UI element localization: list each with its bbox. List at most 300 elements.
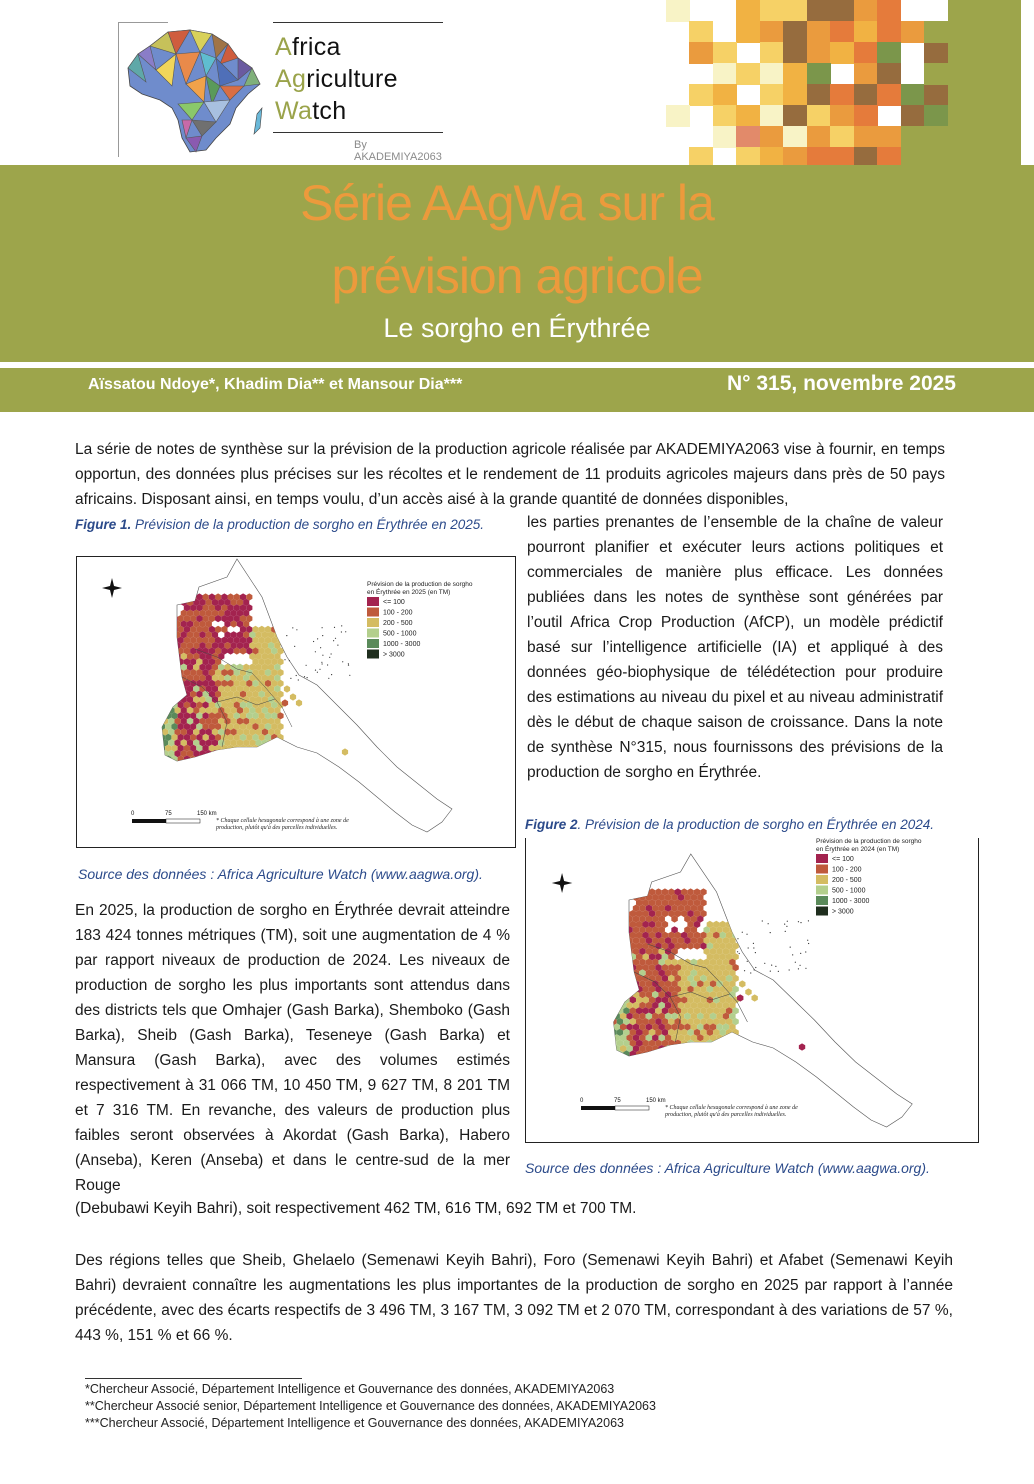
- mosaic-tile: [854, 0, 878, 22]
- island-dot: [789, 969, 790, 970]
- island-dot: [322, 627, 323, 628]
- production-hex-cell: [623, 910, 629, 917]
- figure2-source: Source des données : Africa Agriculture Watch (www.aagwa.org).: [525, 1160, 930, 1176]
- island-dot: [799, 965, 800, 966]
- island-dot: [337, 645, 338, 646]
- mosaic-tile: [995, 42, 1021, 64]
- production-hex-cell: [218, 750, 224, 757]
- mosaic-tile: [760, 63, 784, 85]
- scale-label: 0: [131, 811, 135, 817]
- island-dot: [286, 635, 287, 636]
- island-dot: [320, 647, 321, 648]
- mosaic-tile: [971, 63, 997, 85]
- island-dot: [296, 629, 297, 630]
- island-dot: [322, 635, 323, 636]
- production-hex-cell: [162, 696, 168, 703]
- island-dot: [754, 969, 755, 970]
- production-hex-cell: [171, 669, 177, 676]
- production-hex-cell: [623, 975, 629, 982]
- scale-label: 75: [165, 811, 172, 817]
- scale-label: 150 km: [197, 811, 217, 817]
- legend-label: 1000 - 3000: [832, 898, 870, 905]
- series-title-line1: Série AAgWa sur la: [300, 175, 714, 231]
- mosaic-tile: [666, 0, 690, 22]
- production-hex-cell: [168, 664, 174, 671]
- production-hex-cell: [162, 664, 168, 671]
- production-hex-cell: [626, 980, 632, 987]
- mosaic-tile: [971, 42, 997, 64]
- logo-rule: [273, 132, 443, 133]
- footnote-3: ***Chercheur Associé, Département Intelligence et Gouvernance des données, AKADEMIYA2063: [85, 1416, 624, 1430]
- island-dot: [808, 943, 809, 944]
- mosaic-tile: [924, 42, 948, 64]
- mosaic-tile: [783, 105, 807, 127]
- legend-swatch: [367, 629, 379, 638]
- island-dot: [764, 963, 765, 964]
- logo-frame: [118, 22, 119, 157]
- legend-swatch: [816, 907, 828, 916]
- production-hex-cell: [620, 948, 626, 955]
- production-hex-cell: [614, 969, 620, 976]
- island-dot: [322, 663, 323, 664]
- legend-label: 200 - 500: [832, 877, 862, 884]
- production-hex-cell: [614, 1002, 620, 1009]
- production-hex-cell: [162, 685, 168, 692]
- island-dot: [770, 932, 771, 933]
- island-dot: [805, 968, 806, 969]
- figure1-map: [76, 556, 516, 848]
- footnote-1: *Chercheur Associé, Département Intelligence et Gouvernance des données, AKADEMIYA2063: [85, 1382, 615, 1396]
- map-legend: [367, 581, 473, 659]
- production-hex-cell: [165, 626, 171, 633]
- island-dot: [798, 968, 799, 969]
- legend-swatch: [367, 597, 379, 606]
- mosaic-tile: [924, 105, 948, 127]
- scale-bar: [580, 1098, 798, 1118]
- mosaic-tile: [948, 63, 974, 85]
- mosaic-tile: [760, 21, 784, 43]
- production-hex-cell: [614, 915, 620, 922]
- island-dot: [306, 665, 307, 666]
- mosaic-tile: [995, 84, 1021, 106]
- hex-cell-note: production, plutôt qu'à des parcelles individuelles.: [216, 825, 338, 831]
- hex-cell-note: * Chaque cellule hexagonale correspond à une zone de: [216, 818, 349, 824]
- island-dot: [795, 962, 796, 963]
- production-hex-cell: [168, 674, 174, 681]
- mosaic-tile: [971, 21, 997, 43]
- mosaic-tile: [948, 21, 974, 43]
- island-dot: [770, 971, 771, 972]
- mosaic-tile: [760, 84, 784, 106]
- island-dot: [808, 920, 809, 921]
- mosaic-tile: [807, 0, 831, 22]
- production-hex-cell: [178, 691, 184, 698]
- north-arrow-icon: [102, 578, 122, 598]
- production-hex-cell: [162, 707, 168, 714]
- mosaic-tile: [783, 0, 807, 22]
- production-hex-cell: [623, 942, 629, 949]
- production-hex-cell: [610, 1050, 616, 1057]
- mosaic-tile: [995, 126, 1021, 148]
- legend-label: > 3000: [832, 908, 854, 916]
- figure2-label: Figure 2: [525, 817, 578, 832]
- legend-label: 500 - 1000: [383, 630, 417, 638]
- production-hex-cell: [171, 626, 177, 633]
- island-dot: [341, 631, 342, 632]
- mosaic-tile: [877, 42, 901, 64]
- island-dot: [753, 947, 754, 948]
- production-hex-cell: [617, 975, 623, 982]
- island-dot: [785, 931, 786, 932]
- figure1-caption: Figure 1. Prévision de la production de sorgho en Érythrée en 2025.: [75, 517, 484, 532]
- island-dot: [787, 921, 788, 922]
- logo-rule: [273, 22, 443, 23]
- mosaic-tile: [971, 0, 997, 22]
- production-hex-cell: [655, 1050, 661, 1057]
- mosaic-tile: [830, 105, 854, 127]
- island-dot: [319, 669, 320, 670]
- logo-byline: By AKADEMIYA2063: [354, 139, 442, 163]
- production-hex-cell: [203, 755, 209, 762]
- mosaic-tile: [689, 84, 713, 106]
- island-dot: [348, 663, 349, 664]
- island-dot: [307, 677, 308, 678]
- hex-cell-note: * Chaque cellule hexagonale correspond à une zone de: [665, 1105, 798, 1111]
- mosaic-tile: [901, 105, 925, 127]
- island-dot: [805, 951, 806, 952]
- island-dot: [755, 967, 756, 968]
- legend-swatch: [816, 854, 828, 863]
- island-dot: [333, 640, 334, 641]
- island-dot: [349, 675, 350, 676]
- production-hex-cell: [626, 959, 632, 966]
- production-hex-cell: [610, 996, 616, 1003]
- mosaic-tile: [783, 42, 807, 64]
- production-hex-cell: [165, 647, 171, 654]
- production-hex-cell: [168, 653, 174, 660]
- production-hex-cell: [623, 964, 629, 971]
- production-hex-cell: [623, 932, 629, 939]
- mosaic-tile: [995, 105, 1021, 127]
- mosaic-tile: [971, 105, 997, 127]
- mosaic-tile: [713, 105, 737, 127]
- logo-word-watch: Watch: [275, 97, 347, 125]
- production-hex-cell: [159, 626, 165, 633]
- production-hex-cell: [614, 959, 620, 966]
- production-hex-cell: [165, 701, 171, 708]
- mosaic-tile: [736, 105, 760, 127]
- footnote-rule: [85, 1378, 302, 1379]
- island-dot: [292, 627, 293, 628]
- figure2-caption: Figure 2. Prévision de la production de sorgho en Érythrée en 2024.: [525, 817, 934, 832]
- legend-label: 200 - 500: [383, 620, 413, 627]
- production-hex-cell: [171, 658, 177, 665]
- production-hex-cell: [171, 637, 177, 644]
- legend-title: Prévision de la production de sorgho: [367, 581, 473, 588]
- production-hex-cell: [159, 637, 165, 644]
- island-dot: [750, 972, 751, 973]
- mosaic-tile: [901, 84, 925, 106]
- production-hex-cell: [668, 1050, 674, 1057]
- mosaic-tile: [924, 21, 950, 43]
- production-hex-cell: [620, 959, 626, 966]
- production-hex-cell: [614, 926, 620, 933]
- legend-swatch: [367, 608, 379, 617]
- production-hex-cell: [610, 986, 616, 993]
- island-dot: [290, 678, 291, 679]
- mosaic-tile: [877, 126, 901, 148]
- production-hex-cell: [610, 953, 616, 960]
- legend-title: en Érythrée en 2024 (en TM): [816, 846, 900, 853]
- legend-swatch: [816, 886, 828, 895]
- mosaic-tile: [854, 21, 878, 43]
- production-hex-cell: [610, 942, 616, 949]
- logo-word-africa: Africa: [275, 33, 341, 61]
- production-hex-cell: [614, 948, 620, 955]
- production-hex-cell: [623, 921, 629, 928]
- production-hex-cell: [162, 631, 168, 638]
- mosaic-tile: [948, 84, 974, 106]
- mosaic-tile: [830, 42, 854, 64]
- mosaic-tile: [830, 21, 854, 43]
- production-hex-cell: [165, 658, 171, 665]
- mosaic-tile: [783, 63, 807, 85]
- island-dot: [739, 953, 740, 954]
- production-hex-cell: [617, 986, 623, 993]
- mosaic-tile: [854, 42, 878, 64]
- mosaic-tile: [854, 105, 878, 127]
- production-hex-cell: [620, 937, 626, 944]
- mosaic-tile: [924, 126, 950, 148]
- island-dot: [329, 657, 330, 658]
- mosaic-tile: [995, 21, 1021, 43]
- logo-word-agriculture: Agriculture: [275, 65, 398, 93]
- mosaic-tile: [948, 126, 974, 148]
- island-dot: [341, 625, 342, 626]
- legend-label: <= 100: [832, 856, 854, 863]
- island-dot: [321, 662, 322, 663]
- africa-map-icon: [120, 24, 270, 156]
- legend-swatch: [816, 865, 828, 874]
- mosaic-tile: [736, 126, 760, 148]
- island-dot: [800, 953, 801, 954]
- mosaic-tile: [807, 84, 831, 106]
- production-hex-cell: [610, 964, 616, 971]
- production-hex-cell: [165, 637, 171, 644]
- production-hex-cell: [620, 926, 626, 933]
- production-hex-cell: [162, 620, 168, 627]
- production-hex-cell: [617, 932, 623, 939]
- island-dot: [284, 659, 285, 660]
- production-hex-cell: [720, 1040, 726, 1047]
- island-dot: [746, 934, 747, 935]
- island-dot: [737, 938, 738, 939]
- north-arrow-icon: [552, 873, 573, 893]
- production-hex-cell: [277, 626, 283, 633]
- island-dot: [737, 951, 738, 952]
- mosaic-tile: [948, 105, 974, 127]
- island-dot: [775, 966, 776, 967]
- issue-number-date: N° 315, novembre 2025: [726, 372, 956, 395]
- mosaic-tile: [689, 42, 713, 64]
- mosaic-tile: [760, 126, 784, 148]
- island-dot: [755, 952, 756, 953]
- production-hex-cell: [215, 755, 221, 762]
- island-dot: [790, 947, 791, 948]
- production-hex-cell: [610, 1007, 616, 1014]
- series-title-line2: prévision agricole: [331, 248, 703, 304]
- regions-increase-paragraph: Des régions telles que Sheib, Ghelaelo (Semenawi Keyih Bahri), Foro (Semenawi Keyih Bahri) et Afabet (Semenawi Keyih Bahri) devraient connaître les augmentations les plus importantes de la production de sorgho en 2025 par rapport à l’année précédente, avec des écarts respectifs de 3 496 TM, 3 167 TM, 3 092 TM et 2 070 TM, correspondant à des variations de 57 %, 443 %, 151 % et 66 %.: [75, 1252, 953, 1344]
- production-hex-cell: [175, 685, 181, 692]
- production-hex-cell: [614, 980, 620, 987]
- mosaic-tile: [924, 63, 950, 85]
- production-hex-cell: [168, 620, 174, 627]
- scale-label: 75: [614, 1098, 621, 1104]
- production-hex-cell: [162, 653, 168, 660]
- island-dot: [744, 970, 745, 971]
- production-hex-cell: [271, 745, 277, 752]
- intro-paragraph: La série de notes de synthèse sur la prévision de la production agricole réalisée par AKADEMIYA2063 vise à fournir, en temps opportun, des données plus précises sur les récoltes et le rendement de 11 produits agricoles majeurs dans près de 50 pays africains. Disposant ainsi, en temps voulu, d’un accès aisé à la grande quantité de données disponibles,: [75, 441, 945, 508]
- island-dot: [778, 971, 779, 972]
- production-hex-cell: [277, 745, 283, 752]
- production-hex-cell: [168, 685, 174, 692]
- production-hex-cell: [617, 996, 623, 1003]
- production-hex-cell: [159, 669, 165, 676]
- scale-bar: [131, 811, 349, 831]
- legend-label: > 3000: [383, 651, 405, 659]
- island-dot: [798, 921, 799, 922]
- production-hex-cell: [162, 674, 168, 681]
- production-hex-cell: [610, 921, 616, 928]
- island-dot: [748, 947, 749, 948]
- island-dot: [742, 932, 743, 933]
- legend-swatch: [816, 896, 828, 905]
- intro-paragraph-continued: les parties prenantes de l’ensemble de la chaîne de valeur pourront planifier et exécuter leurs actions politiques et commerciales de manière plus efficace. Les données publiées dans les notes de synthèse sont générées par l’outil Africa Crop Production (AfCP), un modèle prédictif basé sur l’intelligence artificielle (IA) et appliqué à des données géo-biophysique de télédétection pour produire des estimations au niveau du pixel et au niveau administratif dès le début de chaque saison de croissance. Dans la note de synthèse N°315, nous fournissons des prévisions de la production de sorgho en Érythrée.: [527, 514, 943, 781]
- production-hex-cell: [171, 680, 177, 687]
- island-dot: [335, 638, 336, 639]
- aagwa-logo: [118, 20, 448, 163]
- footnote-2: **Chercheur Associé senior, Département Intelligence et Gouvernance des données, AKADEMIYA2063: [85, 1399, 656, 1413]
- production-hex-cell: [623, 986, 629, 993]
- island-dot: [298, 679, 299, 680]
- mosaic-tile: [971, 84, 997, 106]
- mosaic-tile: [995, 0, 1021, 22]
- production-hex-cell: [171, 647, 177, 654]
- production-hex-cell: [168, 631, 174, 638]
- hex-cell-note: production, plutôt qu'à des parcelles individuelles.: [665, 1112, 787, 1118]
- island-dot: [747, 961, 748, 962]
- production-hex-cell: [617, 942, 623, 949]
- legend-swatch: [367, 618, 379, 627]
- island-dot: [784, 924, 785, 925]
- mosaic-tile: [877, 21, 901, 43]
- mosaic-tile: [713, 42, 737, 64]
- mosaic-tile: [689, 21, 713, 43]
- production-hex-cell: [610, 975, 616, 982]
- production-hex-cell: [159, 647, 165, 654]
- production-hex-cell: [626, 969, 632, 976]
- production-2025-paragraph-end: (Debubawi Keyih Bahri), soit respectivement 462 TM, 616 TM, 692 TM et 700 TM.: [75, 1200, 637, 1217]
- legend-swatch: [367, 650, 379, 659]
- map-legend: [816, 838, 922, 916]
- production-hex-cell: [165, 669, 171, 676]
- production-hex-cell: [209, 755, 215, 762]
- production-hex-cell: [732, 1040, 738, 1047]
- mosaic-tile: [807, 42, 831, 64]
- island-dot: [345, 631, 346, 632]
- island-dot: [342, 661, 343, 662]
- mosaic-tile: [760, 0, 784, 22]
- legend-title: Prévision de la production de sorgho: [816, 838, 922, 845]
- island-dot: [315, 651, 316, 652]
- production-hex-cell: [630, 986, 636, 993]
- production-hex-cell: [617, 921, 623, 928]
- scale-label: 150 km: [646, 1098, 666, 1104]
- production-hex-cell: [726, 1040, 732, 1047]
- island-dot: [331, 674, 332, 675]
- mosaic-tile: [807, 21, 831, 43]
- island-dot: [289, 660, 290, 661]
- mosaic-tile: [713, 63, 737, 85]
- production-hex-cell: [614, 991, 620, 998]
- mosaic-tile: [830, 126, 854, 148]
- island-dot: [800, 922, 801, 923]
- mosaic-tile: [807, 63, 831, 85]
- production-hex-cell: [620, 915, 626, 922]
- production-hex-cell: [610, 910, 616, 917]
- logo-frame: [118, 22, 168, 23]
- scale-label: 0: [580, 1098, 584, 1104]
- figure2-map: [525, 838, 979, 1143]
- island-dot: [331, 653, 332, 654]
- legend-label: <= 100: [383, 599, 405, 606]
- production-hex-cell: [171, 615, 177, 622]
- mosaic-tile: [877, 84, 901, 106]
- production-hex-cell: [162, 642, 168, 649]
- production-hex-cell: [159, 712, 165, 719]
- island-dot: [786, 926, 787, 927]
- production-hex-cell: [165, 615, 171, 622]
- island-dot: [807, 940, 808, 941]
- mosaic-tile: [783, 84, 807, 106]
- production-hex-cell: [165, 680, 171, 687]
- production-hex-cell: [175, 664, 181, 671]
- mosaic-tile: [830, 0, 854, 22]
- production-hex-cell: [159, 691, 165, 698]
- legend-label: 100 - 200: [832, 866, 862, 874]
- mosaic-tile: [830, 84, 854, 106]
- island-dot: [348, 665, 349, 666]
- brief-subtitle: Le sorgho en Érythrée: [383, 313, 651, 343]
- production-hex-cell: [168, 696, 174, 703]
- mosaic-tile: [713, 126, 737, 148]
- island-dot: [296, 675, 297, 676]
- mosaic-tile: [736, 63, 760, 85]
- mosaic-tile: [807, 105, 831, 127]
- mosaic-tile: [760, 105, 784, 127]
- island-dot: [771, 965, 772, 966]
- production-hex-cell: [620, 969, 626, 976]
- production-hex-cell: [168, 642, 174, 649]
- island-dot: [322, 655, 323, 656]
- figure1-label: Figure 1.: [75, 517, 132, 532]
- island-dot: [768, 923, 769, 924]
- production-hex-cell: [623, 953, 629, 960]
- production-hex-cell: [159, 680, 165, 687]
- island-dot: [313, 641, 314, 642]
- author-list: Aïssatou Ndoye*, Khadim Dia** et Mansour Dia***: [88, 376, 463, 393]
- production-2025-paragraph: En 2025, la production de sorgho en Érythrée devrait atteindre 183 424 tonnes métriques (TM), soit une augmentation de 4 % par rapport niveaux de production de 2024. Les niveaux de production de sorgho les plus importants sont attendus dans des districts tels que Omhajer (Gash Barka), Shemboko (Gash Barka), Sheib (Gash Barka), Teseneye (Gash Barka) et Mansura (Gash Barka), avec des volumes estimés respectivement à 31 066 TM, 10 450 TM, 9 627 TM, 8 201 TM et 7 316 TM. En revanche, des valeurs de production plus faibles seront observées à Akordat (Gash Barka), Habero (Anseba), Keren (Anseba) et dans le centre-sud de la mer Rouge: [75, 902, 510, 1194]
